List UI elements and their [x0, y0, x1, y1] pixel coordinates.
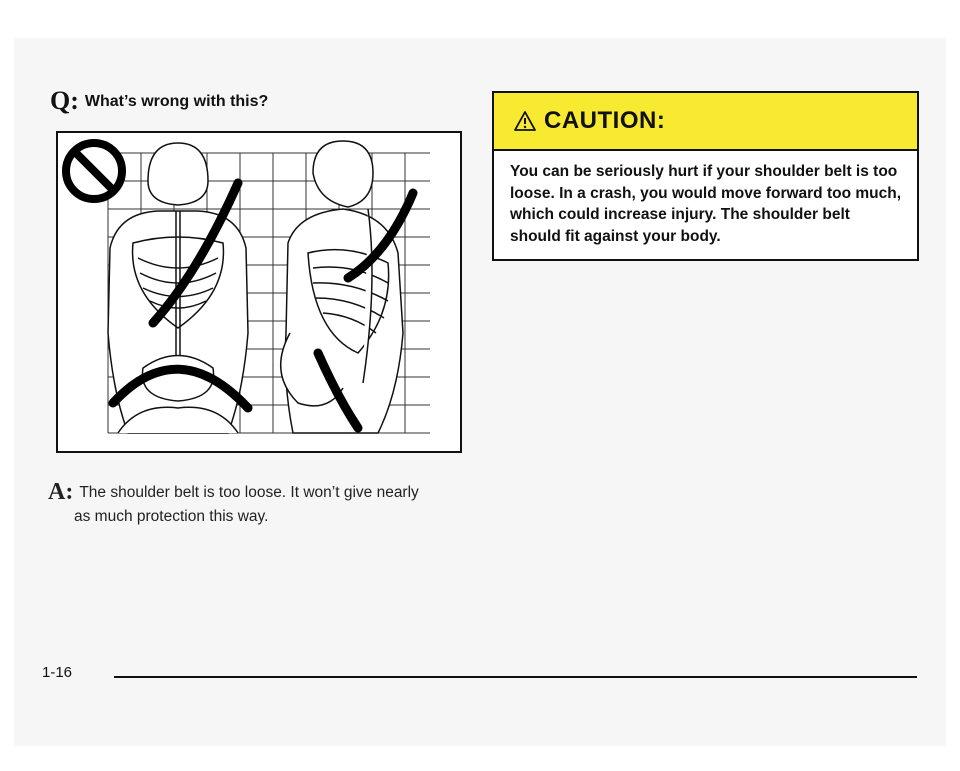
warning-triangle-icon [514, 111, 536, 131]
answer [48, 480, 468, 529]
prohibited-icon [66, 143, 122, 199]
question-marker: Q: [50, 86, 79, 115]
caution-box [492, 91, 919, 261]
question-text: What’s wrong with this? [84, 93, 269, 110]
skeleton-seatbelt-illustration [56, 131, 462, 453]
caution-text: You can be seriously hurt if your shoulder belt is too loose. In a crash, you would move forward too much, which could increase injury. The shoulder belt should fit against your body. [510, 163, 902, 245]
caution-header [494, 93, 917, 151]
page-number: 1-16 [42, 664, 73, 681]
caution-heading: CAUTION: [544, 107, 666, 134]
answer-text-line1: The shoulder belt is too loose. It won’t give nearly [79, 484, 419, 501]
footer-rule [114, 676, 917, 678]
answer-marker: A: [48, 479, 74, 505]
question [50, 86, 268, 116]
answer-text-line2: as much protection this way. [74, 508, 269, 525]
